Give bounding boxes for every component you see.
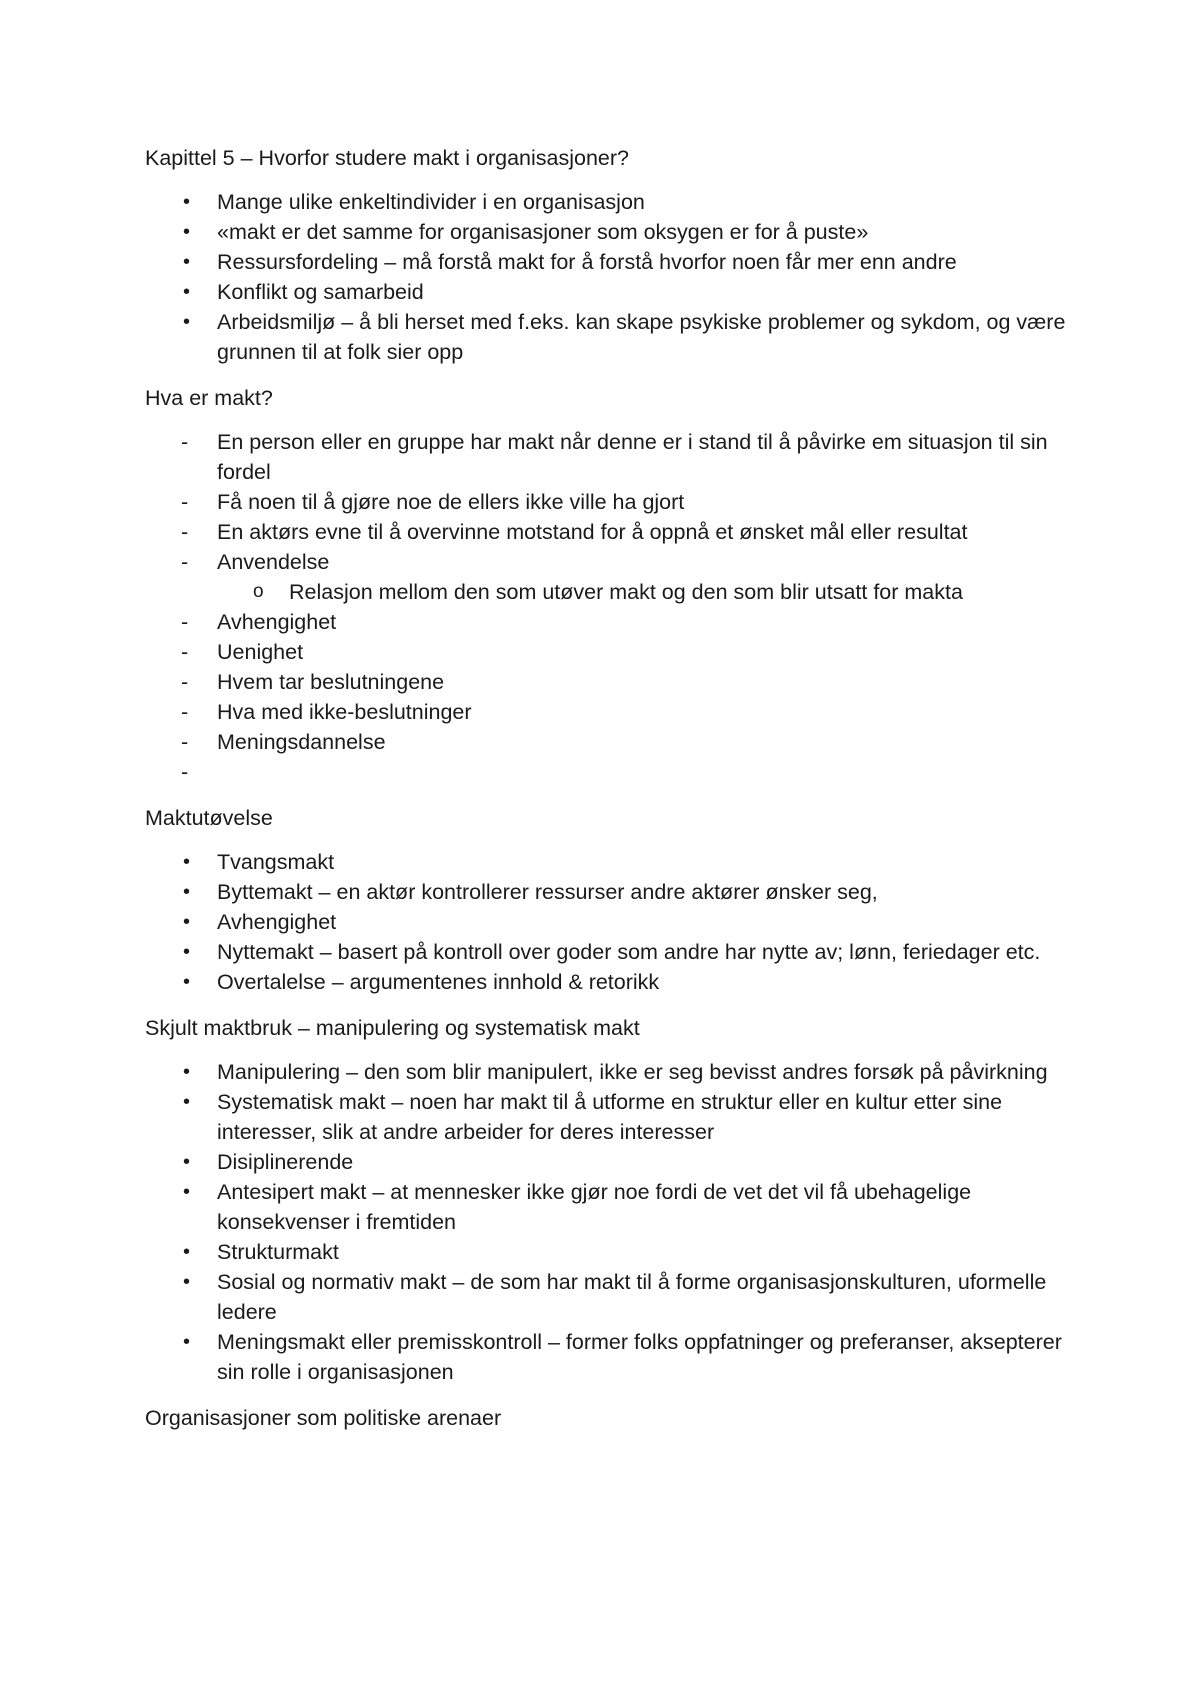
list-item bbox=[145, 547, 1085, 607]
list-item bbox=[145, 1087, 1085, 1147]
list-item-text: Strukturmakt bbox=[217, 1240, 339, 1264]
list-item-text: «makt er det samme for organisasjoner som oksygen er for å puste» bbox=[217, 220, 869, 244]
dash-marker: - bbox=[181, 430, 189, 454]
list-exercise-of-power bbox=[145, 847, 1085, 997]
list-item bbox=[145, 937, 1085, 967]
section-heading-skjult-maktbruk: Skjult maktbruk – manipulering og systematisk makt bbox=[145, 1016, 640, 1040]
section-heading-politiske-arenaer: Organisasjoner som politiske arenaer bbox=[145, 1406, 502, 1430]
list-item-text: En aktørs evne til å overvinne motstand for å oppnå et ønsket mål eller resultat bbox=[217, 520, 968, 544]
bullet-marker: • bbox=[183, 971, 191, 993]
list-item bbox=[145, 1057, 1085, 1087]
section-heading-hva-er-makt: Hva er makt? bbox=[145, 386, 273, 410]
dash-marker: - bbox=[181, 670, 189, 694]
list-item bbox=[145, 1147, 1085, 1177]
bullet-marker: • bbox=[183, 1061, 191, 1083]
list-item bbox=[145, 307, 1085, 367]
list-what-is-power bbox=[145, 427, 1085, 787]
list-item-text: Anvendelse bbox=[217, 550, 330, 574]
list-item-text: Få noen til å gjøre noe de ellers ikke ville ha gjort bbox=[217, 490, 685, 514]
list-item-text: Nyttemakt – basert på kontroll over goder som andre har nytte av; lønn, feriedager etc. bbox=[217, 940, 1041, 964]
list-item bbox=[145, 847, 1085, 877]
dash-marker: - bbox=[181, 490, 189, 514]
bullet-marker: • bbox=[183, 851, 191, 873]
list-item bbox=[145, 277, 1085, 307]
dash-marker: - bbox=[181, 640, 189, 664]
list-item-text: Systematisk makt – noen har makt til å utforme en struktur eller en kultur etter sine interesser, slik at andre arbeider for deres interesser bbox=[217, 1090, 1003, 1144]
bullet-marker: • bbox=[183, 221, 191, 243]
list-item bbox=[145, 697, 1085, 727]
list-item bbox=[145, 487, 1085, 517]
list-item bbox=[145, 1237, 1085, 1267]
list-item-text: Avhengighet bbox=[217, 610, 337, 634]
list-item-text: Disiplinerende bbox=[217, 1150, 354, 1174]
list-item-text: Tvangsmakt bbox=[217, 850, 335, 874]
bullet-marker: • bbox=[183, 1331, 191, 1353]
list-item bbox=[145, 727, 1085, 757]
bullet-marker: • bbox=[183, 1241, 191, 1263]
list-item-text: Arbeidsmiljø – å bli herset med f.eks. kan skape psykiske problemer og sykdom, og være grunnen til at folk sier opp bbox=[217, 310, 1066, 364]
bullet-marker: • bbox=[183, 881, 191, 903]
circle-marker: o bbox=[253, 581, 264, 602]
list-item-text: Overtalelse – argumentenes innhold & retorikk bbox=[217, 970, 660, 994]
list-item-text: Manipulering – den som blir manipulert, ikke er seg bevisst andres forsøk på påvirkning bbox=[217, 1060, 1048, 1084]
bullet-marker: • bbox=[183, 251, 191, 273]
list-item bbox=[145, 877, 1085, 907]
bullet-marker: • bbox=[183, 191, 191, 213]
list-item bbox=[145, 1177, 1085, 1237]
bullet-marker: • bbox=[183, 941, 191, 963]
bullet-marker: • bbox=[183, 1091, 191, 1113]
sublist-item bbox=[217, 577, 1085, 607]
list-item-text: Ressursfordeling – må forstå makt for å forstå hvorfor noen får mer enn andre bbox=[217, 250, 957, 274]
list-why-study-power bbox=[145, 187, 1085, 367]
list-item-text: Avhengighet bbox=[217, 910, 337, 934]
list-item bbox=[145, 907, 1085, 937]
list-item-text: Antesipert makt – at mennesker ikke gjør noe fordi de vet det vil få ubehagelige konsekvenser i fremtiden bbox=[217, 1180, 972, 1234]
bullet-marker: • bbox=[183, 311, 191, 333]
list-item-text: Uenighet bbox=[217, 640, 304, 664]
list-item bbox=[145, 517, 1085, 547]
dash-marker: - bbox=[181, 730, 189, 754]
bullet-marker: • bbox=[183, 1151, 191, 1173]
dash-marker: - bbox=[181, 760, 189, 784]
sublist-anvendelse bbox=[217, 577, 1085, 607]
list-item bbox=[145, 247, 1085, 277]
bullet-marker: • bbox=[183, 1181, 191, 1203]
list-item bbox=[145, 607, 1085, 637]
bullet-marker: • bbox=[183, 1271, 191, 1293]
document-page bbox=[145, 143, 1085, 1433]
list-item bbox=[145, 187, 1085, 217]
dash-marker: - bbox=[181, 520, 189, 544]
list-item-text: Meningsdannelse bbox=[217, 730, 386, 754]
list-item-text: Meningsmakt eller premisskontroll – former folks oppfatninger og preferanser, aksepterer sin rolle i organisasjonen bbox=[217, 1330, 1062, 1384]
list-item bbox=[145, 1327, 1085, 1387]
list-hidden-power bbox=[145, 1057, 1085, 1387]
list-item bbox=[145, 637, 1085, 667]
list-item-text: Byttemakt – en aktør kontrollerer ressurser andre aktører ønsker seg, bbox=[217, 880, 878, 904]
list-item bbox=[145, 667, 1085, 697]
dash-marker: - bbox=[181, 550, 189, 574]
list-item-text: Mange ulike enkeltindivider i en organisasjon bbox=[217, 190, 645, 214]
list-item bbox=[145, 967, 1085, 997]
bullet-marker: • bbox=[183, 281, 191, 303]
dash-marker: - bbox=[181, 610, 189, 634]
section-heading-maktutovelse: Maktutøvelse bbox=[145, 806, 273, 830]
sublist-item-text: Relasjon mellom den som utøver makt og den som blir utsatt for makta bbox=[289, 580, 963, 604]
list-item-text: En person eller en gruppe har makt når denne er i stand til å påvirke em situasjon til sin fordel bbox=[217, 430, 1048, 484]
list-item bbox=[145, 427, 1085, 487]
dash-marker: - bbox=[181, 700, 189, 724]
section-heading-kapittel-5: Kapittel 5 – Hvorfor studere makt i organisasjoner? bbox=[145, 146, 629, 170]
list-item-empty bbox=[145, 757, 1085, 787]
list-item bbox=[145, 1267, 1085, 1327]
list-item-text: Hvem tar beslutningene bbox=[217, 670, 445, 694]
bullet-marker: • bbox=[183, 911, 191, 933]
list-item-text: Konflikt og samarbeid bbox=[217, 280, 424, 304]
list-item-text: Sosial og normativ makt – de som har makt til å forme organisasjonskulturen, uformelle ledere bbox=[217, 1270, 1047, 1324]
list-item bbox=[145, 217, 1085, 247]
list-item-text: Hva med ikke-beslutninger bbox=[217, 700, 472, 724]
